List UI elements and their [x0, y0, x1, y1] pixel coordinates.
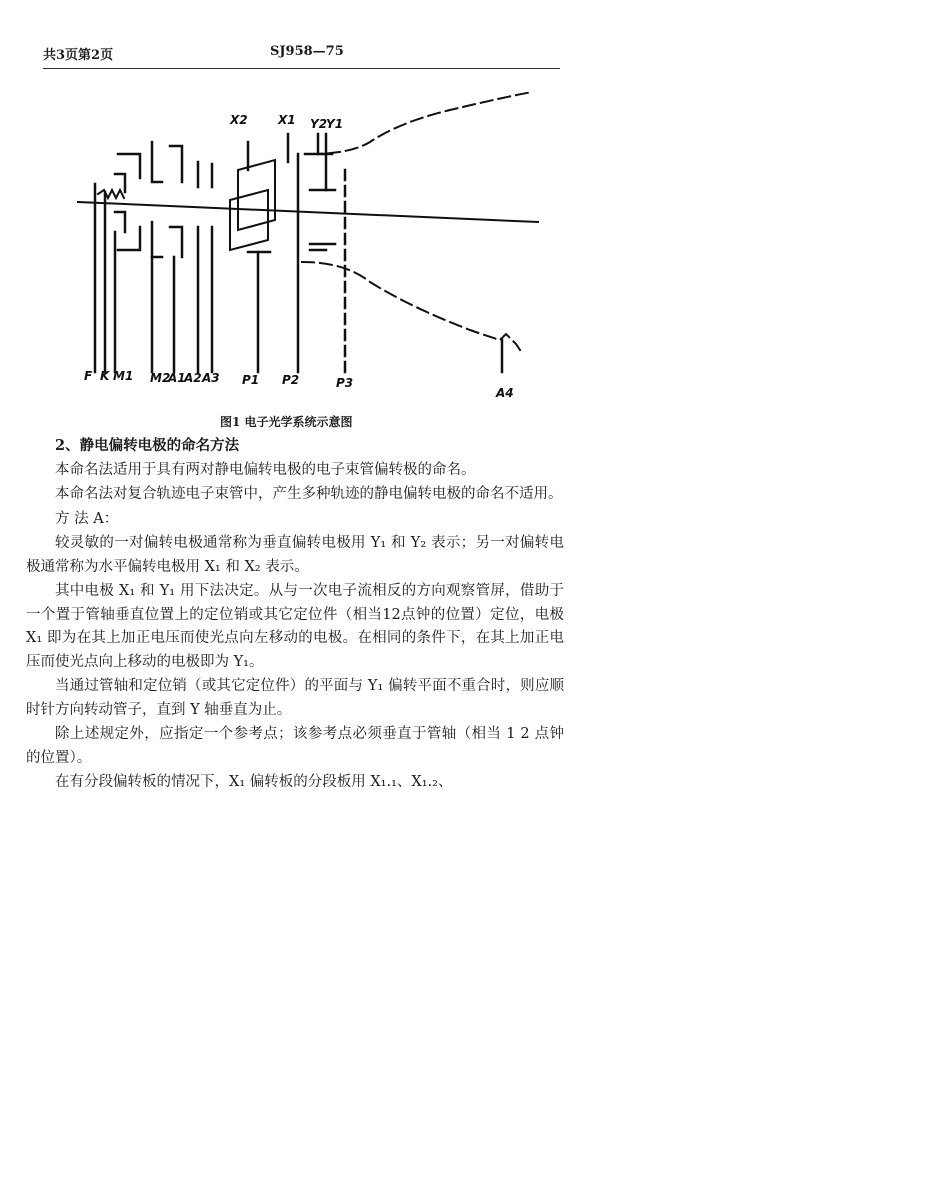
- paragraph: 本命名法适用于具有两对静电偏转电极的电子束管偏转极的命名。: [55, 461, 476, 478]
- label-x2: X2: [230, 113, 248, 127]
- label-y2: Y2: [310, 117, 328, 131]
- label-x1: X1: [278, 113, 296, 127]
- label-m2: M2: [150, 371, 171, 385]
- electron-optics-diagram: [70, 82, 550, 412]
- paragraph: 在有分段偏转板的情况下，X₁ 偏转板的分段板用 X₁.₁、X₁.₂、: [55, 774, 453, 790]
- paragraph: 当通过管轴和定位销（或其它定位件）的平面与 Y₁ 偏转平面不重合时，则应顺时针方向转动管子，直到 Y 轴垂直为止。: [26, 678, 564, 718]
- figure-caption: 图1 电子光学系统示意图: [220, 415, 353, 429]
- body-text: [26, 434, 564, 796]
- paragraph: 除上述规定外，应指定一个参考点；该参考点必须垂直于管轴（相当 1 2 点钟的位置）。: [26, 726, 564, 766]
- method-heading: 方 法 A：: [55, 510, 119, 527]
- paragraph: 较灵敏的一对偏转电极通常称为垂直偏转电极用 Y₁ 和 Y₂ 表示；另一对偏转电极通常称为水平偏转电极用 X₁ 和 X₂ 表示。: [26, 535, 564, 575]
- label-k: K: [100, 369, 110, 383]
- label-a3: A3: [202, 371, 220, 385]
- label-a2: A2: [184, 371, 202, 385]
- label-a1: A1: [168, 371, 186, 385]
- label-a4: A4: [496, 386, 514, 400]
- paragraph: 本命名法对复合轨迹电子束管中，产生多种轨迹的静电偏转电极的命名不适用。: [55, 486, 563, 502]
- label-y1: Y1: [326, 117, 344, 131]
- page-header-standard-number: SJ958—75: [270, 44, 344, 59]
- section-title: 2、静电偏转电极的命名方法: [55, 437, 240, 454]
- label-p3: P3: [336, 376, 354, 390]
- header-rule: [43, 68, 560, 69]
- page-header-left: 共3页第2页: [43, 48, 114, 63]
- label-p1: P1: [242, 373, 260, 387]
- label-p2: P2: [282, 373, 300, 387]
- label-m1: M1: [113, 369, 134, 383]
- label-f: F: [84, 369, 93, 383]
- paragraph: 其中电极 X₁ 和 Y₁ 用下法决定。从与一次电子流相反的方向观察管屏，借助于一个置于管轴垂直位置上的定位销或其它定位件（相当12点钟的位置）定位，电极 X₁ 即为在其上加正电压而使光点向左移动的电极。在相同的条件下，在其上加正电压而使光点向上移动的电极即为 Y₁。: [26, 583, 564, 670]
